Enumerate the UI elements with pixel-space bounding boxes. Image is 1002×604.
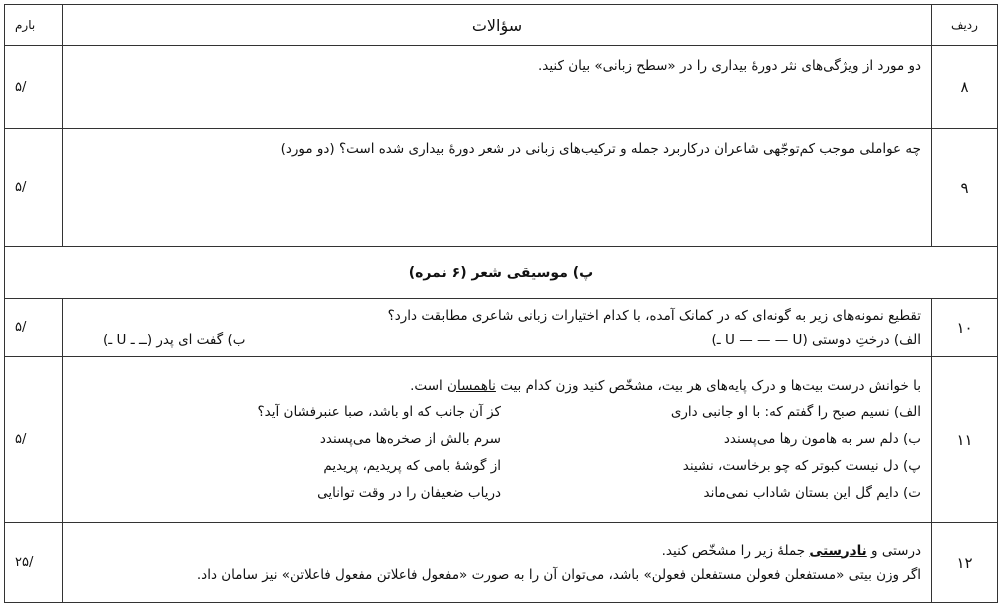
beit [73, 426, 921, 453]
section-row [5, 247, 998, 299]
question-text [63, 299, 932, 357]
underlined-word: نادرستی [809, 542, 867, 559]
question-score: /۵ [5, 299, 63, 357]
question-row-11 [5, 357, 998, 523]
misra-2: از گوشهٔ بامی که پریدیم، پریدیم [323, 457, 501, 474]
misra-1: الف) نسیم صبح را گفتم که: با او جانبی داری [670, 403, 921, 420]
question-text: چه عواملی موجب کم‌توجّهی شاعران درکاربرد جمله و ترکیب‌های زبانی در شعر دورهٔ بیداری شده است؟ (دو مورد) [63, 129, 932, 247]
question-text [63, 357, 932, 523]
question-prompt: تقطیع نمونه‌های زیر به گونه‌ای که در کمانک آمده، با کدام اختیارات زبانی شاعری مطابقت دارد؟ [387, 307, 921, 324]
misra-2: سرم بالش از صخره‌ها می‌پسندد [319, 430, 501, 447]
question-number: ۸ [932, 46, 998, 129]
misra-2: کز آن جانب که او باشد، صبا عنبرفشان آید؟ [257, 403, 501, 420]
prompt-part: جملهٔ زیر را مشخّص کنید. [661, 542, 810, 559]
question-row-12 [5, 523, 998, 603]
question-row-8 [5, 46, 998, 129]
misra-1: ب) دلم سر به هامون رها می‌پسندد [723, 430, 921, 447]
question-number: ۱۰ [932, 299, 998, 357]
option-b: ب) گفت ای پدر (ــ ـ U ـ) [103, 331, 246, 348]
question-row-9 [5, 129, 998, 247]
question-row-10 [5, 299, 998, 357]
question-score: /۲۵ [5, 523, 63, 603]
statement: اگر وزن بیتی «مستفعلن فعولن مستفعلن فعولن» باشد، می‌توان آن را به صورت «مفعول فاعلاتن مفعول فاعلاتن» نیز سامان داد. [196, 566, 921, 583]
beit [73, 453, 921, 480]
beit [73, 480, 921, 507]
question-score: /۵ [5, 129, 63, 247]
option-a: الف) درختِ دوستی (U — — — U ـ) [711, 331, 921, 348]
header-row [5, 5, 998, 46]
question-prompt [73, 539, 921, 563]
underlined-word: ناهمسان [447, 377, 496, 394]
score-header: بارم [5, 5, 63, 46]
question-score: /۵ [5, 46, 63, 129]
misra-1: ت) دایم گل این بستان شاداب نمی‌ماند [703, 484, 921, 501]
row-header: ردیف [932, 5, 998, 46]
question-number: ۱۱ [932, 357, 998, 523]
prompt-part: است. [410, 377, 448, 394]
question-number: ۱۲ [932, 523, 998, 603]
questions-header: سؤالات [63, 5, 932, 46]
prompt-part: درستی و [866, 542, 921, 559]
question-text: دو مورد از ویژگی‌های نثر دورهٔ بیداری را در «سطح زبانی» بیان کنید. [63, 46, 932, 129]
beit [73, 399, 921, 426]
misra-1: پ) دل نیست کبوتر که چو برخاست، نشیند [682, 457, 921, 474]
question-text [63, 523, 932, 603]
section-title: پ) موسیقی شعر (۶ نمره) [5, 247, 998, 299]
misra-2: دریاب ضعیفان را در وقت توانایی [317, 484, 501, 501]
prompt-part: با خوانش درست بیت‌ها و درک پایه‌های هر بیت، مشخّص کنید وزن کدام بیت [495, 377, 921, 394]
question-score: /۵ [5, 357, 63, 523]
exam-table [4, 4, 998, 603]
question-number: ۹ [932, 129, 998, 247]
question-prompt [73, 373, 921, 399]
